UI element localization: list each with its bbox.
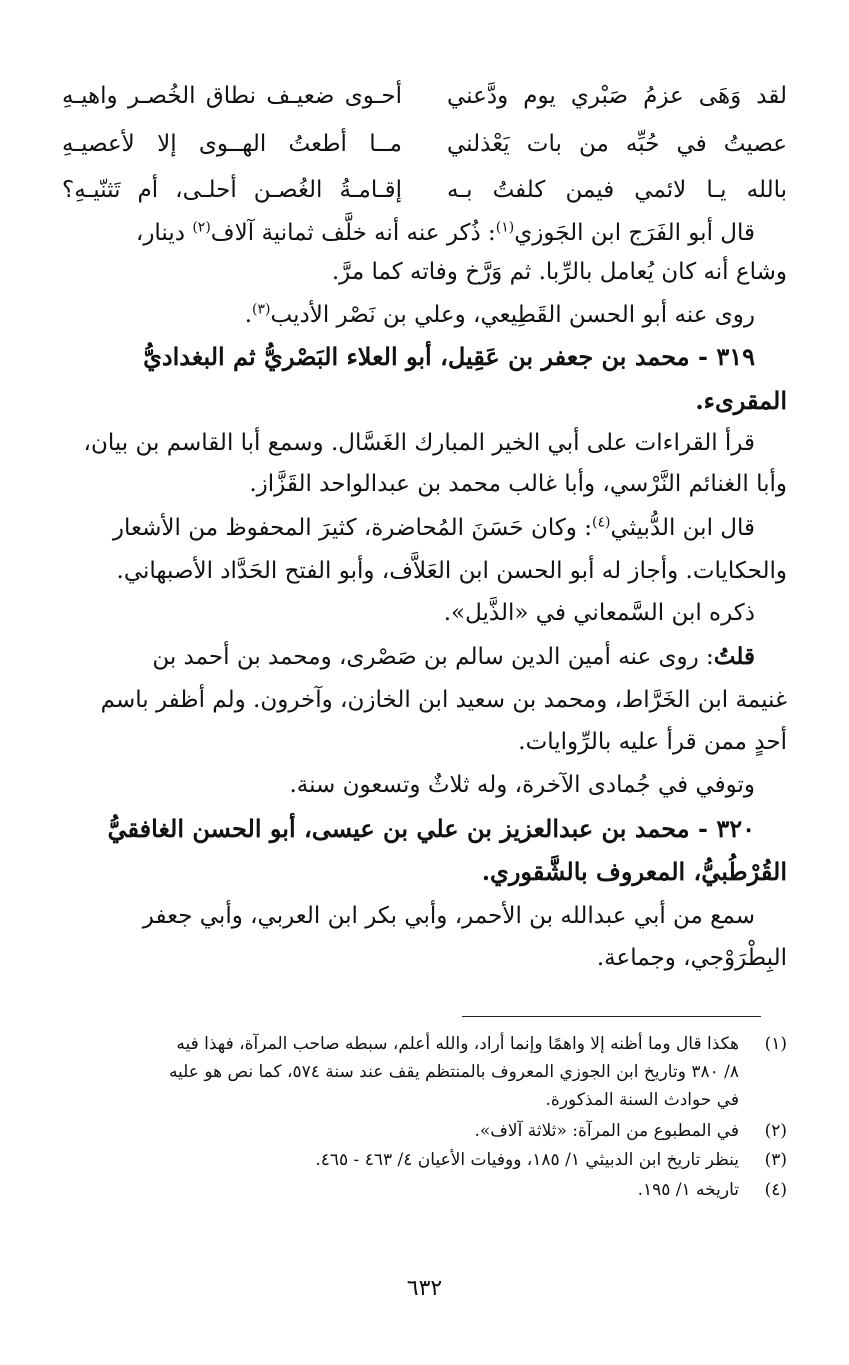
- footnote-text: في المطبوع من المرآة: «ثلاثة آلاف».: [474, 1121, 739, 1141]
- footnote: [62, 1146, 787, 1174]
- paragraph-line: والحكايات. وأجاز له أبو الحسن ابن العَلاَّف، وأبو الفتح الحَدَّاد الأصبهاني.: [116, 558, 787, 584]
- paragraph-line: وتوفي في جُمادى الآخرة، وله ثلاثٌ وتسعون سنة.: [289, 772, 755, 798]
- paragraph-line: أحدٍ ممن قرأ عليه بالرِّوايات.: [518, 729, 787, 755]
- text-run: .: [244, 302, 253, 328]
- poem-hemistich: لقد وَهَى عزمُ صَبْري يوم ودَّعني: [447, 83, 787, 109]
- text-run: : وكان حَسَنَ المُحاضرة، كثيرَ المحفوظ من الأشعار: [112, 515, 592, 541]
- text-run: روى عنه أبو الحسن القَطِيعي، وعلي بن نَصْر الأديب: [270, 302, 755, 328]
- paragraph-line: وشاع أنه كان يُعامل بالرِّبا. ثم وَرَّخ وفاته كما مرَّ.: [331, 259, 787, 285]
- poem-hemistich: أحـوى ضعيـف نطاق الخُصـر واهيـهِ: [62, 83, 402, 109]
- footnote: [62, 1030, 787, 1058]
- footnote-number: (٤): [764, 1180, 787, 1200]
- paragraph-line: [62, 213, 787, 253]
- footnote: [62, 1176, 787, 1204]
- page-number: ٦٣٢: [406, 1276, 443, 1301]
- footnote-ref: (٢): [192, 219, 211, 236]
- footnote-text: ينظر تاريخ ابن الدبيثي ١/ ١٨٥، ووفيات الأعيان ٤/ ٤٦٣ - ٤٦٥.: [315, 1150, 739, 1170]
- footnote-number: (١): [764, 1034, 787, 1054]
- paragraph-line: [62, 508, 787, 548]
- paragraph-line: غنيمة ابن الخَرَّاط، ومحمد بن سعيد ابن الخازن، وآخرون. ولم أظفر باسم: [100, 687, 787, 713]
- text-run: دينار،: [135, 220, 193, 246]
- footnote-number: (٢): [764, 1121, 787, 1141]
- entry-heading: ٣٢٠ - محمد بن عبدالعزيز بن علي بن عيسى، أبو الحسن الغافقيُّ: [107, 814, 755, 843]
- paragraph-line: وأبا الغنائم النَّرْسي، وأبا غالب محمد بن عبدالواحد القَزَّاز.: [249, 471, 787, 497]
- footnote-text: تاريخه ١/ ١٩٥.: [637, 1180, 739, 1200]
- paragraph-line: ذكره ابن السَّمعاني في «الذَّيل».: [443, 600, 755, 626]
- footnote-ref: (٣): [252, 301, 271, 318]
- paragraph-line: [62, 295, 787, 335]
- text-run: : روى عنه أمين الدين سالم بن صَصْرى، ومحمد بن أحمد بن: [152, 644, 714, 670]
- footnote-ref: (٤): [591, 514, 611, 531]
- poem-hemistich: مــا أطعتُ الهــوى إلا لأعصيـهِ: [62, 131, 402, 157]
- footnote-text: هكذا قال وما أظنه إلا واهمًا وإنما أراد، والله أعلم، سبطه صاحب المرآة، فهذا فيه: [176, 1034, 739, 1054]
- text-run: : ذُكر عنه أنه خلَّف ثمانية آلاف: [210, 220, 496, 246]
- footnote: [62, 1117, 787, 1145]
- paragraph-line: قرأ القراءات على أبي الخير المبارك الغَسَّال. وسمع أبا القاسم بن بيان،: [83, 430, 755, 456]
- footnote-continuation: في حوادث السنة المذكورة.: [545, 1090, 739, 1110]
- paragraph-line: سمع من أبي عبدالله بن الأحمر، وأبي بكر ابن العربي، وأبي جعفر: [142, 903, 755, 929]
- footnote-ref: (١): [495, 219, 515, 236]
- text-run: قال أبو الفَرَج ابن الجَوزي: [514, 220, 755, 246]
- entry-heading: المقرىء.: [695, 386, 787, 415]
- footnote-continuation: ٨/ ٣٨٠ وتاريخ ابن الجوزي المعروف بالمنتظم يقف عند سنة ٥٧٤، كما نص هو عليه: [168, 1062, 739, 1082]
- entry-heading: ٣١٩ - محمد بن جعفر بن عَقِيل، أبو العلاء البَصْريُّ ثم البغداديُّ: [143, 342, 755, 371]
- footnote-separator: [462, 1016, 761, 1017]
- footnote-number: (٣): [764, 1150, 787, 1170]
- entry-heading: القُرْطُبيُّ، المعروف بالشَّقوري.: [481, 857, 787, 886]
- paragraph-line: [62, 637, 787, 677]
- poem-hemistich: بالله يـا لائمي فيمن كلفتُ بـه: [447, 177, 787, 203]
- text-run: قال ابن الدُّبيثي: [610, 515, 755, 541]
- poem-hemistich: إقـامـةُ الغُصـن أحلـى، أم تَثنّيـهِ؟: [62, 177, 402, 203]
- paragraph-line: البِطْرَوْجي، وجماعة.: [596, 945, 787, 971]
- bold-run: قلتُ: [713, 643, 755, 670]
- poem-hemistich: عصيتُ في حُبِّه من بات يَعْذلني: [447, 131, 787, 157]
